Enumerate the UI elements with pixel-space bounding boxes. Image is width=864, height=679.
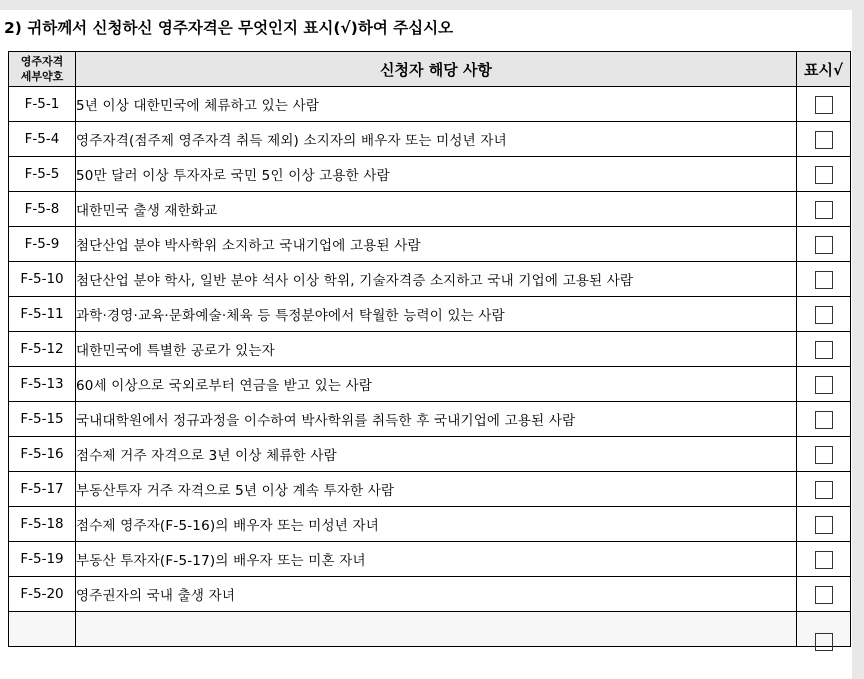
mark-cell — [797, 542, 851, 577]
qualification-code: F-5-9 — [9, 227, 76, 262]
right-background-strip — [852, 0, 864, 679]
code-header-line1: 영주자격 — [20, 55, 64, 68]
qualification-description: 첨단산업 분야 박사학위 소지하고 국내기업에 고용된 사람 — [76, 227, 797, 262]
qualification-code: F-5-1 — [9, 87, 76, 122]
mark-checkbox[interactable] — [815, 341, 833, 359]
qualification-description: 5년 이상 대한민국에 체류하고 있는 사람 — [76, 87, 797, 122]
mark-cell — [797, 472, 851, 507]
qualification-code: F-5-11 — [9, 297, 76, 332]
table-row — [9, 192, 851, 227]
qualification-description: 50만 달러 이상 투자자로 국민 5인 이상 고용한 사람 — [76, 157, 797, 192]
qualification-code: F-5-17 — [9, 472, 76, 507]
qualification-description: 부동산투자 거주 자격으로 5년 이상 계속 투자한 사람 — [76, 472, 797, 507]
mark-column-header: 표시√ — [797, 52, 851, 87]
mark-cell — [797, 262, 851, 297]
mark-checkbox[interactable] — [815, 551, 833, 569]
qualification-code: F-5-4 — [9, 122, 76, 157]
table-row-partial — [9, 612, 851, 647]
mark-checkbox[interactable] — [815, 201, 833, 219]
mark-cell — [797, 402, 851, 437]
qualification-description: 첨단산업 분야 학사, 일반 분야 석사 이상 학위, 기술자격증 소지하고 국내 기업에 고용된 사람 — [76, 262, 797, 297]
table-row — [9, 297, 851, 332]
mark-cell — [797, 122, 851, 157]
mark-checkbox[interactable] — [815, 166, 833, 184]
mark-checkbox[interactable] — [815, 131, 833, 149]
qualification-code: F-5-19 — [9, 542, 76, 577]
section-heading: 2) 귀하께서 신청하신 영주자격은 무엇인지 표시(√)하여 주십시오 — [0, 10, 852, 46]
table-row — [9, 262, 851, 297]
mark-checkbox[interactable] — [815, 411, 833, 429]
table-row — [9, 122, 851, 157]
table-header-row — [9, 52, 851, 87]
qualification-code: F-5-16 — [9, 437, 76, 472]
qualification-description: 60세 이상으로 국외로부터 연금을 받고 있는 사람 — [76, 367, 797, 402]
qualification-code: F-5-5 — [9, 157, 76, 192]
mark-cell — [797, 227, 851, 262]
mark-cell — [797, 87, 851, 122]
description-column-header: 신청자 해당 사항 — [76, 52, 797, 87]
mark-checkbox[interactable] — [815, 306, 833, 324]
table-row — [9, 577, 851, 612]
table-row — [9, 332, 851, 367]
table-row — [9, 87, 851, 122]
qualification-code: F-5-18 — [9, 507, 76, 542]
qualification-description: 대한민국 출생 재한화교 — [76, 192, 797, 227]
code-column-header — [9, 52, 76, 87]
qualification-code: F-5-13 — [9, 367, 76, 402]
partial-cell — [9, 612, 76, 647]
mark-checkbox[interactable] — [815, 633, 833, 651]
mark-checkbox[interactable] — [815, 481, 833, 499]
table-row — [9, 227, 851, 262]
table-row — [9, 437, 851, 472]
mark-checkbox[interactable] — [815, 446, 833, 464]
mark-checkbox[interactable] — [815, 586, 833, 604]
qualification-description: 대한민국에 특별한 공로가 있는자 — [76, 332, 797, 367]
qualification-description: 과학·경영·교육·문화예술·체육 등 특정분야에서 탁월한 능력이 있는 사람 — [76, 297, 797, 332]
qualification-description: 영주권자의 국내 출생 자녀 — [76, 577, 797, 612]
qualification-description: 부동산 투자자(F-5-17)의 배우자 또는 미혼 자녀 — [76, 542, 797, 577]
table-row — [9, 402, 851, 437]
qualification-description: 점수제 영주자(F-5-16)의 배우자 또는 미성년 자녀 — [76, 507, 797, 542]
qualification-description: 점수제 거주 자격으로 3년 이상 체류한 사람 — [76, 437, 797, 472]
mark-cell — [797, 507, 851, 542]
table-row — [9, 542, 851, 577]
mark-cell — [797, 332, 851, 367]
mark-cell — [797, 612, 851, 647]
table-row — [9, 472, 851, 507]
mark-cell — [797, 192, 851, 227]
mark-cell — [797, 577, 851, 612]
qualification-code: F-5-12 — [9, 332, 76, 367]
table-row — [9, 367, 851, 402]
qualification-description: 영주자격(점주제 영주자격 취득 제외) 소지자의 배우자 또는 미성년 자녀 — [76, 122, 797, 157]
mark-checkbox[interactable] — [815, 516, 833, 534]
mark-cell — [797, 367, 851, 402]
table-row — [9, 157, 851, 192]
table-row — [9, 507, 851, 542]
qualification-description: 국내대학원에서 정규과정을 이수하여 박사학위를 취득한 후 국내기업에 고용된 사람 — [76, 402, 797, 437]
mark-cell — [797, 297, 851, 332]
mark-checkbox[interactable] — [815, 236, 833, 254]
mark-cell — [797, 437, 851, 472]
qualification-code: F-5-8 — [9, 192, 76, 227]
mark-checkbox[interactable] — [815, 96, 833, 114]
partial-cell — [76, 612, 797, 647]
qualification-code: F-5-10 — [9, 262, 76, 297]
mark-cell — [797, 157, 851, 192]
qualification-code: F-5-20 — [9, 577, 76, 612]
mark-checkbox[interactable] — [815, 271, 833, 289]
qualification-code: F-5-15 — [9, 402, 76, 437]
code-header-line2: 세부약호 — [20, 70, 64, 83]
qualification-table — [8, 51, 851, 647]
mark-checkbox[interactable] — [815, 376, 833, 394]
